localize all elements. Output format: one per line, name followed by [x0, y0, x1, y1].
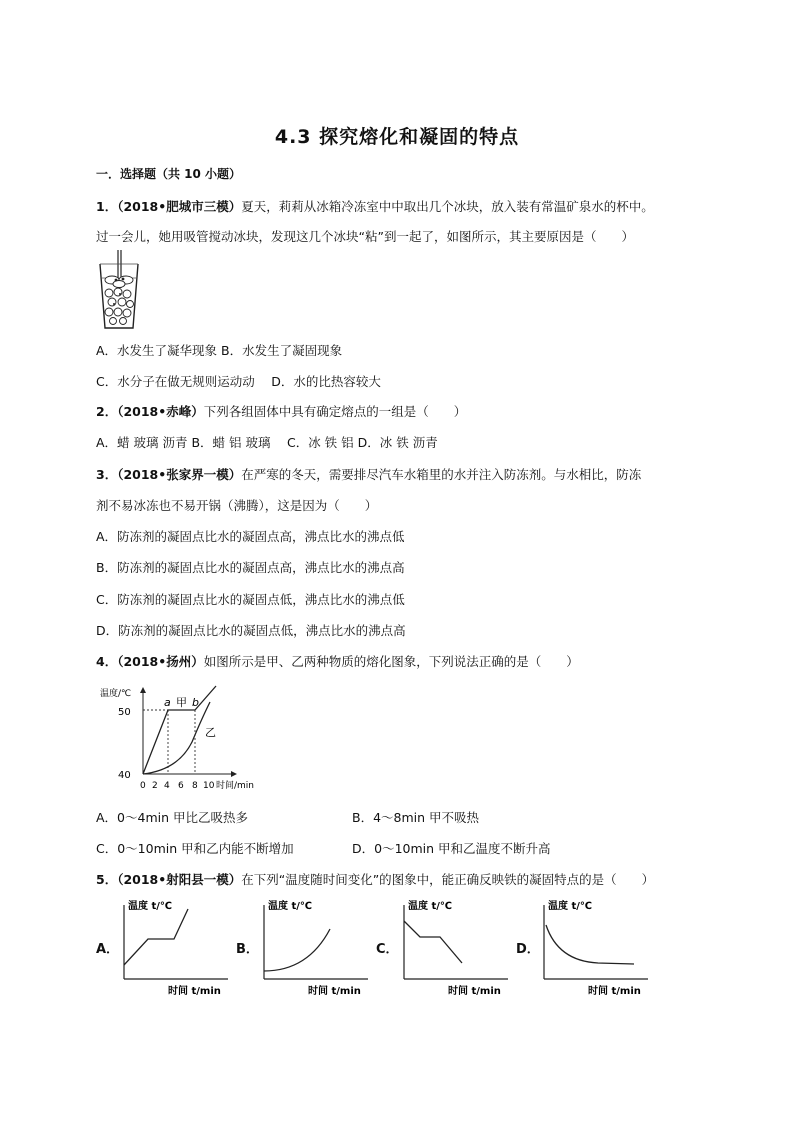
x-tick-0: 0 [140, 781, 146, 791]
question-text: 夏天，莉莉从冰箱冷冻室中中取出几个冰块，放入装有常温矿泉水的杯中。 [241, 199, 654, 214]
question-text: 在下列“温度随时间变化”的图象中，能正确反映铁的凝固特点的是（ ） [241, 872, 655, 887]
question-source: （2018•肥城市三模） [117, 199, 242, 214]
question-source: （2018•射阳县一模） [117, 872, 242, 887]
x-axis-label: 时间 t/min [168, 986, 221, 997]
q5-option-d-letter: D． [516, 942, 540, 957]
label-yi: 乙 [205, 726, 216, 739]
q4-option-d: D．0～10min 甲和乙温度不断升高 [352, 841, 551, 856]
section-heading: 一．选择题（共 10 小题） [96, 167, 242, 181]
question-1-line-1 [96, 197, 654, 215]
y-axis-label: 温度/℃ [100, 689, 132, 699]
label-a: a [164, 696, 171, 709]
melting-graph [96, 682, 268, 792]
q5-graph-b [258, 895, 373, 997]
x-axis-label: 时间 t/min [448, 986, 501, 997]
q5-graph-d [538, 895, 653, 997]
question-3-line-1 [96, 465, 641, 483]
q5-option-b-letter: B． [236, 942, 259, 957]
label-b: b [192, 696, 199, 709]
label-jia: 甲 [176, 696, 187, 709]
q3-option-d: D．防冻剂的凝固点比水的凝固点低，沸点比水的沸点高 [96, 623, 406, 638]
question-number: 4． [96, 654, 118, 669]
q3-option-a: A．防冻剂的凝固点比水的凝固点高，沸点比水的沸点低 [96, 529, 405, 544]
question-source: （2018•扬州） [117, 654, 204, 669]
q4-option-b: B．4～8min 甲不吸热 [352, 810, 480, 825]
question-text: 在严寒的冬天，需要排尽汽车水箱里的水并注入防冻剂。与水相比，防冻 [241, 467, 642, 482]
x-axis-label: 时间 t/min [308, 986, 361, 997]
question-text: 如图所示是甲、乙两种物质的熔化图象，下列说法正确的是（ ） [203, 654, 579, 669]
question-number: 2． [96, 404, 118, 419]
x-tick-6: 6 [178, 781, 184, 791]
question-2-line-1 [96, 402, 466, 420]
question-4-line-1 [96, 652, 579, 670]
x-tick-10: 10 [203, 781, 215, 791]
y-tick-50: 50 [118, 707, 131, 718]
x-tick-2: 2 [152, 781, 158, 791]
y-tick-40: 40 [118, 770, 131, 781]
question-5-line-1 [96, 870, 654, 888]
x-tick-8: 8 [192, 781, 198, 791]
x-axis-label: 时间/min [216, 781, 255, 791]
q1-options-cd: C．水分子在做无规则运动动 D．水的比热容较大 [96, 374, 381, 389]
x-axis-label: 时间 t/min [588, 986, 641, 997]
q4-option-c: C．0～10min 甲和乙内能不断增加 [96, 841, 294, 856]
y-axis-label: 温度 t/℃ [408, 901, 453, 912]
q5-option-a-letter: A． [96, 942, 120, 957]
q5-graph-c [398, 895, 513, 997]
q1-options-ab: A．水发生了凝华现象 B．水发生了凝固现象 [96, 343, 343, 358]
question-text: 下列各组固体中具有确定熔点的一组是（ ） [203, 404, 467, 419]
x-tick-4: 4 [164, 781, 170, 791]
q3-option-c: C．防冻剂的凝固点比水的凝固点低，沸点比水的沸点低 [96, 592, 405, 607]
y-axis-label: 温度 t/℃ [128, 901, 173, 912]
q5-graph-a [118, 895, 233, 997]
ice-cup-figure [96, 248, 146, 332]
question-1-line-2: 过一会儿，她用吸管搅动冰块，发现这几个冰块“粘”到一起了，如图所示，其主要原因是（ ） [96, 229, 634, 244]
y-axis-label: 温度 t/℃ [268, 901, 313, 912]
q2-options: A．蜡 玻璃 沥青 B．蜡 铝 玻璃 C．冰 铁 铝 D．冰 铁 沥青 [96, 435, 438, 450]
question-3-line-2: 剂不易冰冻也不易开锅（沸腾），这是因为（ ） [96, 498, 378, 513]
curve-yi [143, 702, 210, 774]
y-axis-label: 温度 t/℃ [548, 901, 593, 912]
page-title: 4.3 探究熔化和凝固的特点 [274, 126, 520, 148]
question-number: 3． [96, 467, 118, 482]
question-number: 1． [96, 199, 118, 214]
q4-option-a: A．0～4min 甲比乙吸热多 [96, 810, 249, 825]
q3-option-b: B．防冻剂的凝固点比水的凝固点高，沸点比水的沸点高 [96, 560, 405, 575]
q5-option-c-letter: C． [376, 942, 399, 957]
question-number: 5． [96, 872, 118, 887]
question-source: （2018•赤峰） [117, 404, 204, 419]
question-source: （2018•张家界一模） [117, 467, 242, 482]
